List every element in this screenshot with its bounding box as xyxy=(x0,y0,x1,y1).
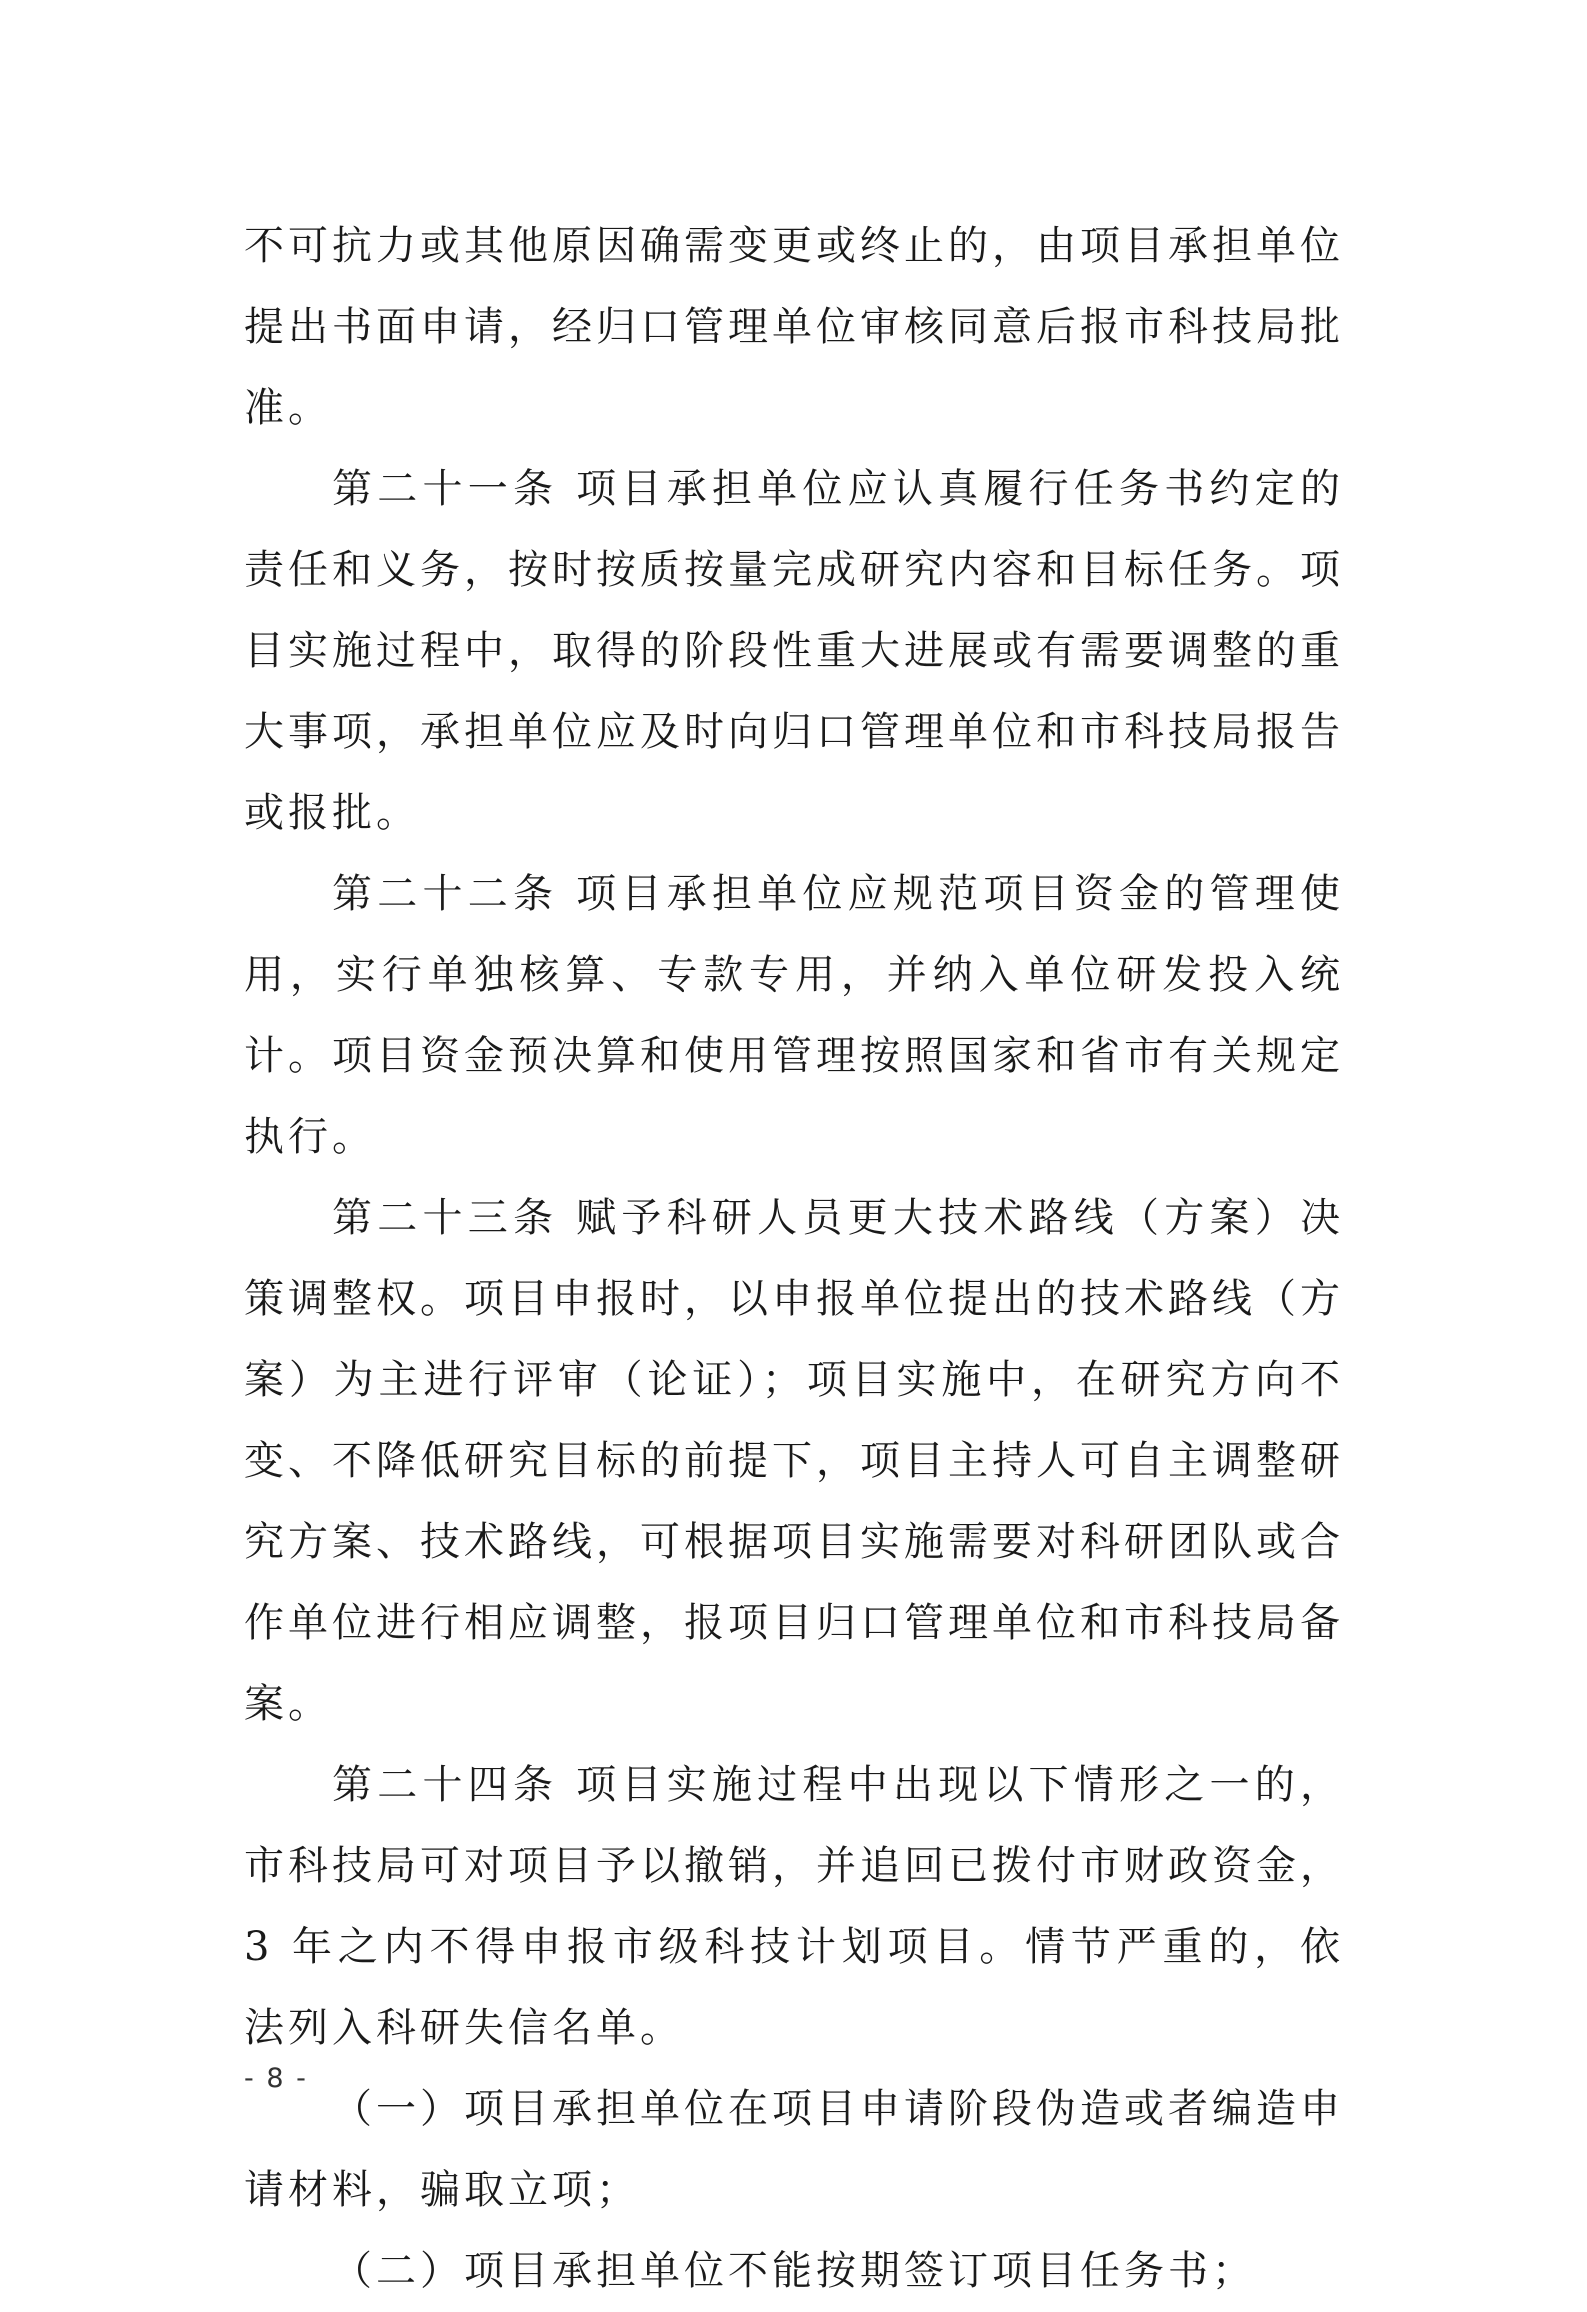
page-number: - 8 - xyxy=(244,2063,308,2094)
paragraph-article-22: 第二十二条 项目承担单位应规范项目资金的管理使用，实行单独核算、专款专用，并纳入单位研发投入统计。项目资金预决算和使用管理按照国家和省市有关规定执行。 xyxy=(244,871,1344,1160)
document-body xyxy=(244,206,1344,2312)
paragraph-article-21: 第二十一条 项目承担单位应认真履行任务书约定的责任和义务，按时按质按量完成研究内容和目标任务。项目实施过程中，取得的阶段性重大进展或有需要调整的重大事项，承担单位应及时向归口管理单位和市科技局报告或报批。 xyxy=(244,466,1344,836)
paragraph-article-23: 第二十三条 赋予科研人员更大技术路线（方案）决策调整权。项目申报时，以申报单位提出的技术路线（方案）为主进行评审（论证）；项目实施中，在研究方向不变、不降低研究目标的前提下，项目主持人可自主调整研究方案、技术路线，可根据项目实施需要对科研团队或合作单位进行相应调整，报项目归口管理单位和市科技局备案。 xyxy=(244,1195,1344,1727)
paragraph-item-1: （一）项目承担单位在项目申请阶段伪造或者编造申请材料，骗取立项； xyxy=(244,2086,1344,2213)
paragraph-article-24: 第二十四条 项目实施过程中出现以下情形之一的，市科技局可对项目予以撤销，并追回已拨付市财政资金，3 年之内不得申报市级科技计划项目。情节严重的，依法列入科研失信名单。 xyxy=(244,1762,1344,2051)
paragraph-item-2: （二）项目承担单位不能按期签订项目任务书； xyxy=(332,2248,1256,2294)
paragraph-continuation: 不可抗力或其他原因确需变更或终止的，由项目承担单位提出书面申请，经归口管理单位审核同意后报市科技局批准。 xyxy=(244,223,1344,431)
